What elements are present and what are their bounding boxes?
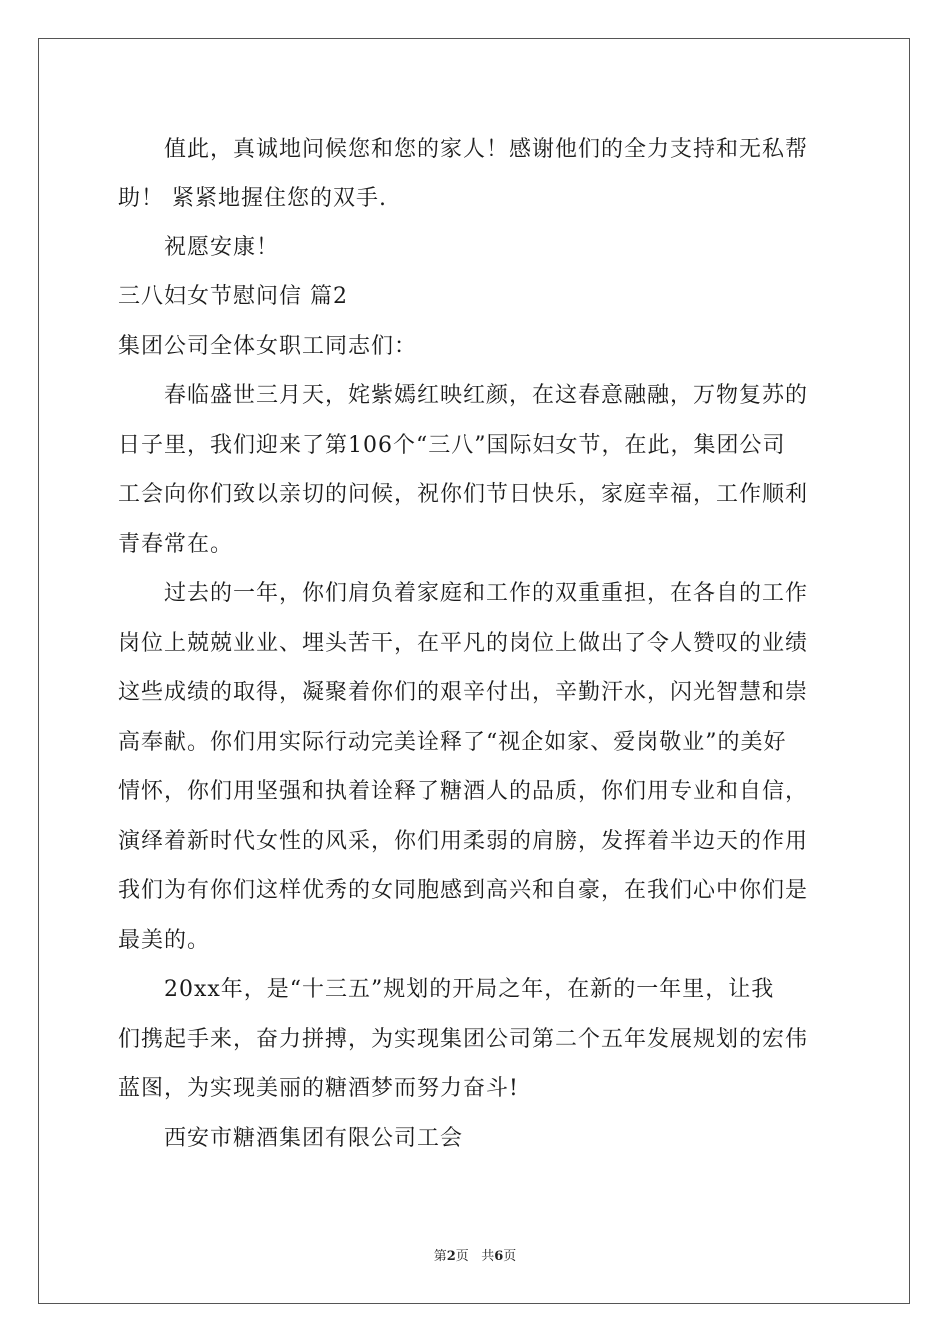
paragraph-line: 工会向你们致以亲切的问候，祝你们节日快乐，家庭幸福，工作顺利: [118, 482, 809, 507]
page-footer: [0, 1245, 950, 1264]
paragraph-line: 春临盛世三月天，姹紫嫣红映红颜，在这春意融融，万物复苏的: [164, 383, 809, 408]
salutation: 集团公司全体女职工同志们：: [118, 334, 418, 359]
paragraph-line: 20xx年，是“十三五”规划的开局之年，在新的一年里，让我: [164, 977, 775, 1002]
section-heading: 三八妇女节慰问信 篇2: [118, 284, 348, 309]
paragraph-line: 蓝图，为实现美丽的糖酒梦而努力奋斗!: [118, 1076, 519, 1101]
total-prefix: 共: [481, 1249, 495, 1264]
page-current: 2: [446, 1249, 456, 1264]
paragraph-line: 过去的一年，你们肩负着家庭和工作的双重重担，在各自的工作: [164, 581, 809, 606]
paragraph-line: 最美的。: [118, 928, 211, 953]
page-frame: [38, 38, 910, 1304]
paragraph-line: 值此，真诚地问候您和您的家人！感谢他们的全力支持和无私帮: [164, 137, 809, 162]
paragraph-line: 高奉献。你们用实际行动完美诠释了“视企如家、爱岗敬业”的美好: [118, 730, 787, 755]
paragraph-line: 祝愿安康！: [164, 235, 280, 260]
page-prefix: 第: [433, 1249, 447, 1264]
paragraph-line: 青春常在。: [118, 532, 234, 557]
page-suffix: 页: [455, 1249, 469, 1264]
paragraph-line: 情怀，你们用坚强和执着诠释了糖酒人的品质，你们用专业和自信，: [118, 779, 809, 804]
signature-line: 西安市糖酒集团有限公司工会: [164, 1126, 464, 1151]
paragraph-line: 助！ 紧紧地握住您的双手.: [118, 186, 387, 211]
paragraph-line: 演绎着新时代女性的风采，你们用柔弱的肩膀，发挥着半边天的作用: [118, 829, 809, 854]
page-total: 6: [494, 1249, 504, 1264]
paragraph-line: 这些成绩的取得，凝聚着你们的艰辛付出，辛勤汗水，闪光智慧和崇: [118, 680, 809, 705]
paragraph-line: 岗位上兢兢业业、埋头苦干，在平凡的岗位上做出了令人赞叹的业绩: [118, 631, 809, 656]
paragraph-line: 我们为有你们这样优秀的女同胞感到高兴和自豪，在我们心中你们是: [118, 878, 809, 903]
total-suffix: 页: [503, 1249, 517, 1264]
paragraph-line: 日子里，我们迎来了第106个“三八”国际妇女节，在此，集团公司: [118, 433, 786, 458]
paragraph-line: 们携起手来，奋力拼搏，为实现集团公司第二个五年发展规划的宏伟: [118, 1027, 809, 1052]
